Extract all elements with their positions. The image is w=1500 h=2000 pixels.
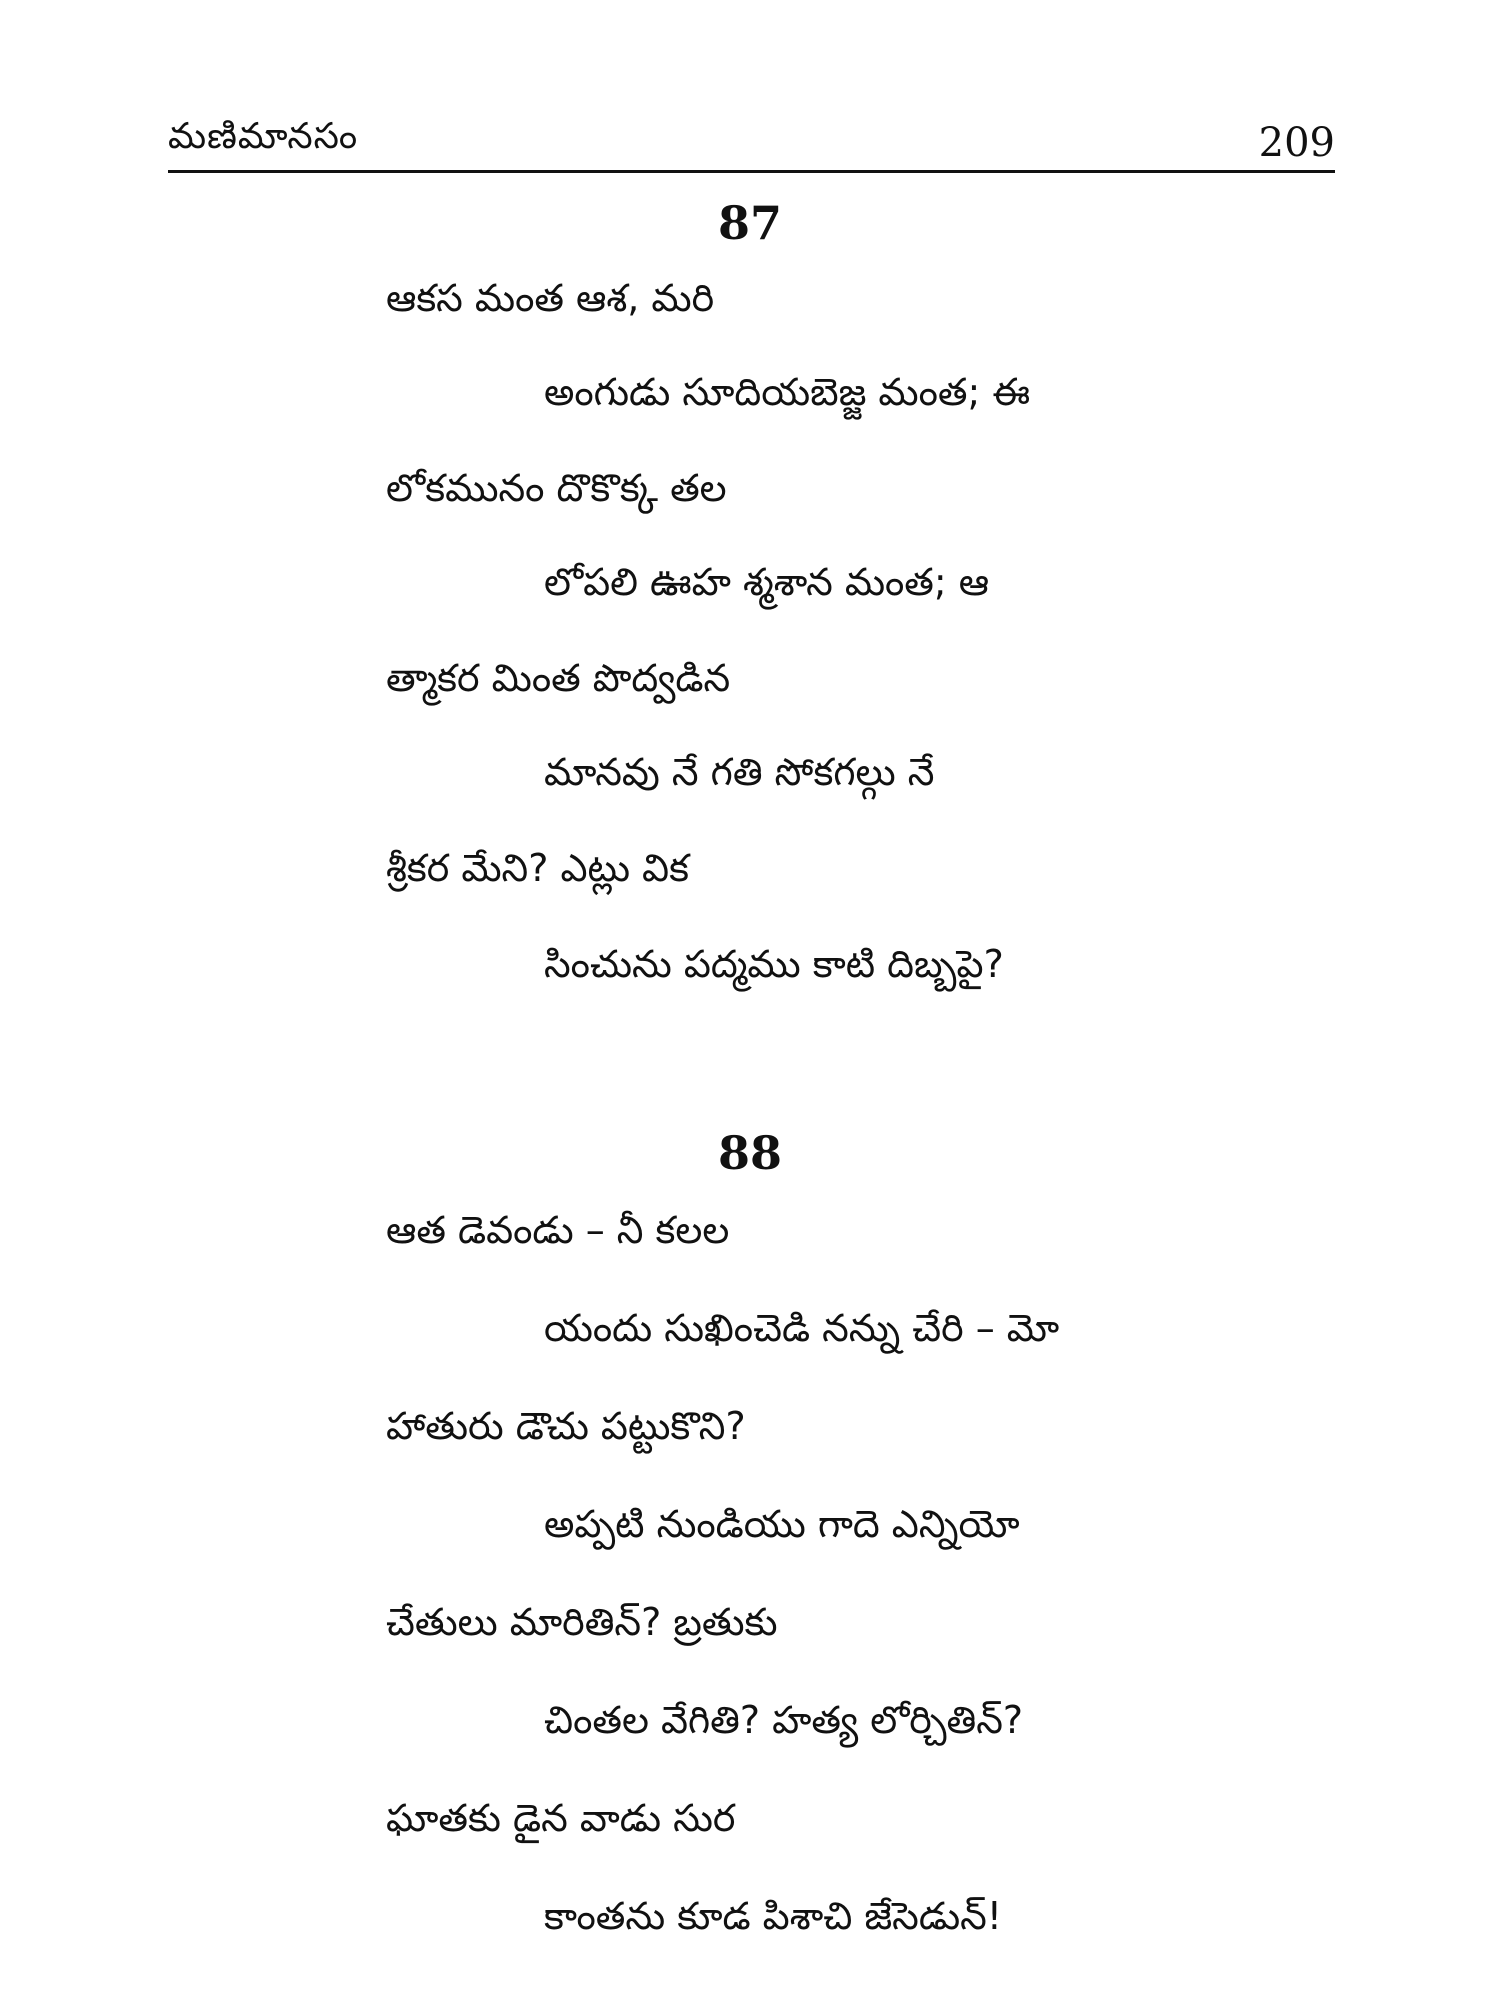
verse-line: ఆత డెవండు – నీ కలల <box>386 1208 730 1252</box>
verse-line: సించును పద్మము కాటి దిబ్బపై? <box>544 942 1004 986</box>
verse-line: ఘాతకు డైన వాడు సుర <box>386 1796 736 1840</box>
page-number: 209 <box>1258 120 1335 166</box>
poem-number: 88 <box>717 1126 782 1180</box>
running-header <box>168 112 1335 172</box>
verse-line: హాతురు డౌచు పట్టుకొని? <box>386 1404 746 1448</box>
verse-line: చింతల వేగితి? హత్య లోర్చితిన్? <box>544 1698 1024 1742</box>
verse-line: ఆకస మంత ఆశ, మరి <box>386 276 715 320</box>
poem-number: 87 <box>717 196 782 250</box>
verse-line: కాంతను కూడ పిశాచి జేసెడున్! <box>544 1894 1003 1938</box>
header-rule <box>168 170 1335 173</box>
verse-line: త్మాకర మింత పొద్వడిన <box>386 656 731 700</box>
verse-line: అప్పటి నుండియు గాదె ఎన్నియో <box>544 1502 1020 1546</box>
verse-line: లోకమునం దొకొక్క తల <box>386 466 727 510</box>
verse-line: చేతులు మారితిన్? బ్రతుకు <box>386 1600 778 1644</box>
verse-line: అంగుడు సూదియబెజ్జ మంత; ఈ <box>544 370 1031 414</box>
verse-line: లోపలి ఊహ శ్మశాన మంత; ఆ <box>544 560 990 604</box>
book-title: మణిమానసం <box>168 116 359 157</box>
verse-line: మానవు నే గతి సోకగల్గు నే <box>544 750 935 794</box>
verse-line: యందు సుఖించెడి నన్ను చేరి – మో <box>544 1306 1060 1350</box>
verse-line: శ్రీకర మేని? ఎట్లు విక <box>386 846 689 890</box>
